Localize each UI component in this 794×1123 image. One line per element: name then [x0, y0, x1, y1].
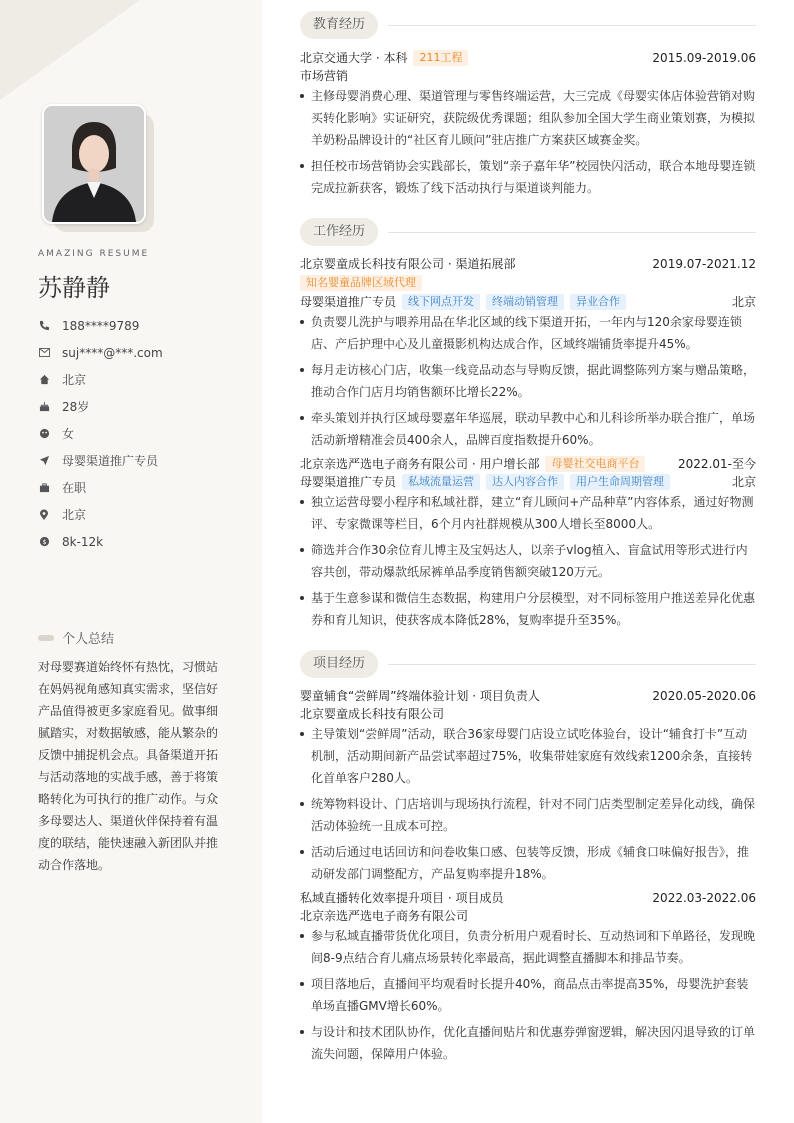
list-item: 负责婴儿洗护与喂养用品在华北区域的线下渠道开拓，一年内与120余家母婴连锁店、产后护理中心及儿童摄影机构达成合作，区域终端铺货率提升45%。	[300, 311, 756, 355]
summary-heading	[38, 628, 114, 647]
job-2-bullets	[300, 491, 756, 635]
avatar	[42, 104, 146, 224]
briefcase-icon	[38, 482, 50, 494]
contact-salary-value: 8k-12k	[62, 534, 104, 549]
divider	[388, 664, 756, 665]
contact-salary	[38, 528, 248, 555]
education-period: 2015.09-2019.06	[652, 50, 756, 65]
project-2-bullets	[300, 925, 756, 1069]
contact-phone	[38, 312, 248, 339]
work-heading-pill: 工作经历	[300, 218, 378, 246]
job-2-company-row	[300, 455, 756, 472]
decorative-shape	[0, 0, 262, 120]
list-item: 筛选并合作30余位育儿博主及宝妈达人，以亲子vlog植入、盲盒试用等形式进行内容共创，带动爆款纸尿裤单品季度销售额突破120万元。	[300, 539, 756, 583]
project-1-period: 2020.05-2020.06	[652, 688, 756, 703]
job-2-skill-tag: 用户生命周期管理	[570, 474, 670, 490]
list-item: 参与私域直播带货优化项目，负责分析用户观看时长、互动热词和下单路径，发现晚间8-9点结合育儿痛点场景转化率最高，据此调整直播脚本和排品节奏。	[300, 925, 756, 969]
project-1-org: 北京婴童成长科技有限公司	[300, 707, 445, 721]
job-1-company: 北京婴童成长科技有限公司 · 渠道拓展部	[300, 257, 516, 271]
gender-icon	[38, 428, 50, 440]
contact-home-value: 北京	[62, 373, 87, 387]
list-item: 独立运营母婴小程序和私域社群，建立“育儿顾问+产品种草”内容体系，通过好物测评、专家微课等栏目，6个月内社群规模从300人增长至8000人。	[300, 491, 756, 535]
contact-location	[38, 501, 248, 528]
job-1-skill-tag: 线下网点开发	[402, 294, 480, 310]
list-item: 项目落地后，直播间平均观看时长提升40%，商品点击率提高35%，母婴洗护套装单场直播GMV增长60%。	[300, 973, 756, 1017]
projects-heading-pill: 项目经历	[300, 650, 378, 678]
list-item: 统筹物料设计、门店培训与现场执行流程，针对不同门店类型制定差异化动线，确保活动体验统一且成本可控。	[300, 793, 756, 837]
list-item: 主导策划“尝鲜周”活动，联合36家母婴门店设立试吃体验台，设计“辅食打卡”互动机制，活动期间新产品尝试率超过75%，收集带娃家庭有效线索1200余条，直接转化首单客户280人。	[300, 723, 756, 789]
home-icon	[38, 374, 50, 386]
list-item: 牵头策划并执行区域母婴嘉年华巡展，联动早教中心和儿科诊所举办联合推广，单场活动新增精准会员400余人，品牌百度指数提升60%。	[300, 407, 756, 451]
contact-gender-value: 女	[62, 427, 75, 441]
list-item: 活动后通过电话回访和问卷收集口感、包装等反馈，形成《辅食口味偏好报告》，推动研发部门调整配方，产品复购率提升18%。	[300, 841, 756, 885]
heading-bar	[38, 635, 54, 641]
list-item: 担任校市场营销协会实践部长，策划“亲子嘉年华”校园快闪活动，联合本地母婴连锁完成拉新获客，锻炼了线下活动执行与渠道谈判能力。	[300, 155, 756, 199]
project-2-org: 北京亲选严选电子商务有限公司	[300, 909, 469, 923]
contact-status	[38, 474, 248, 501]
send-icon	[38, 455, 50, 467]
job-2-company: 北京亲选严选电子商务有限公司 · 用户增长部	[300, 457, 540, 471]
list-item: 基于生意参谋和微信生态数据，构建用户分层模型，对不同标签用户推送差异化优惠券和育儿知识，使获客成本降低28%，复购率提升至35%。	[300, 587, 756, 631]
project-1-row	[300, 687, 756, 704]
contact-home	[38, 366, 248, 393]
job-1-period: 2019.07-2021.12	[652, 256, 756, 271]
contact-phone-value: 188****9789	[62, 318, 140, 333]
resume-tagline: AMAZING RESUME	[38, 249, 150, 259]
location-pin-icon	[38, 509, 50, 521]
job-2-company-tag: 母婴社交电商平台	[545, 456, 645, 472]
email-icon	[38, 347, 50, 359]
education-row	[300, 49, 756, 66]
school-tag: 211工程	[413, 50, 468, 66]
contact-age-value: 28岁	[62, 400, 90, 414]
job-1-company-row	[300, 255, 756, 272]
projects-heading	[300, 650, 756, 678]
contact-status-value: 在职	[62, 481, 87, 495]
job-1-company-tag: 知名婴童品牌区域代理	[300, 275, 422, 291]
job-2-role-row	[300, 473, 756, 490]
job-1-city: 北京	[731, 295, 756, 309]
project-1-bullets	[300, 723, 756, 889]
education-major: 市场营销	[300, 69, 349, 83]
education-major-row	[300, 67, 756, 84]
divider	[388, 232, 756, 233]
contact-position	[38, 447, 248, 474]
work-heading	[300, 218, 756, 246]
contact-email-value: suj****@***.com	[62, 345, 163, 360]
contact-list	[38, 312, 248, 555]
job-2-city: 北京	[731, 475, 756, 489]
job-1-skill-tag: 终端动销管理	[486, 294, 564, 310]
candidate-name: 苏静静	[38, 274, 110, 302]
phone-icon	[38, 320, 50, 332]
job-1-role: 母婴渠道推广专员	[300, 295, 397, 309]
contact-position-value: 母婴渠道推广专员	[62, 454, 159, 468]
avatar-portrait-icon	[44, 106, 144, 222]
project-1-org-row	[300, 705, 756, 722]
school-name: 北京交通大学 · 本科	[300, 51, 408, 65]
education-heading-pill: 教育经历	[300, 11, 378, 39]
contact-email	[38, 339, 248, 366]
divider	[388, 25, 756, 26]
job-2-role: 母婴渠道推广专员	[300, 475, 397, 489]
sidebar	[0, 0, 262, 1123]
project-2-org-row	[300, 907, 756, 924]
education-bullets	[300, 85, 756, 203]
contact-age	[38, 393, 248, 420]
list-item: 与设计和技术团队协作，优化直播间贴片和优惠券弹窗逻辑，解决因闪退导致的订单流失问题，保障用户体验。	[300, 1021, 756, 1065]
list-item: 主修母婴消费心理、渠道管理与零售终端运营，大三完成《母婴实体店体验营销对购买转化影响》实证研究，获院级优秀课题；组队参加全国大学生商业策划赛，为模拟羊奶粉品牌设计的“社区育儿顾问”驻店推广方案获区域赛金奖。	[300, 85, 756, 151]
project-1-name: 婴童辅食“尝鲜周”终端体验计划 · 项目负责人	[300, 689, 540, 703]
job-1-skill-tag: 异业合作	[570, 294, 626, 310]
list-item: 每月走访核心门店，收集一线竞品动态与导购反馈，据此调整陈列方案与赠品策略，推动合作门店月均销售额环比增长22%。	[300, 359, 756, 403]
summary-heading-text: 个人总结	[62, 632, 115, 647]
job-1-tag-row	[300, 275, 756, 291]
project-2-period: 2022.03-2022.06	[652, 890, 756, 905]
education-heading	[300, 11, 756, 39]
summary-text: 对母婴赛道始终怀有热忱，习惯站在妈妈视角感知真实需求，坚信好产品值得被更多家庭看见。做事细腻踏实，对数据敏感，能从繁杂的反馈中捕捉机会点。具备渠道开拓与活动落地的实战手感，善于将策略转化为可执行的推广动作。与众多母婴达人、渠道伙伴保持着有温度的联结，能快速融入新团队并推动合作落地。	[38, 660, 219, 872]
project-2-row	[300, 889, 756, 906]
svg-text:$: $	[41, 537, 47, 546]
cake-icon	[38, 401, 50, 413]
job-2-skill-tag: 达人内容合作	[486, 474, 564, 490]
job-1-role-row	[300, 293, 756, 310]
contact-location-value: 北京	[62, 508, 87, 522]
photo-frame	[42, 104, 154, 232]
job-2-period: 2022.01-至今	[678, 457, 756, 471]
project-2-name: 私域直播转化效率提升项目 · 项目成员	[300, 891, 504, 905]
job-1-bullets	[300, 311, 756, 455]
job-2-skill-tag: 私域流量运营	[402, 474, 480, 490]
contact-gender	[38, 420, 248, 447]
salary-icon	[38, 536, 50, 548]
